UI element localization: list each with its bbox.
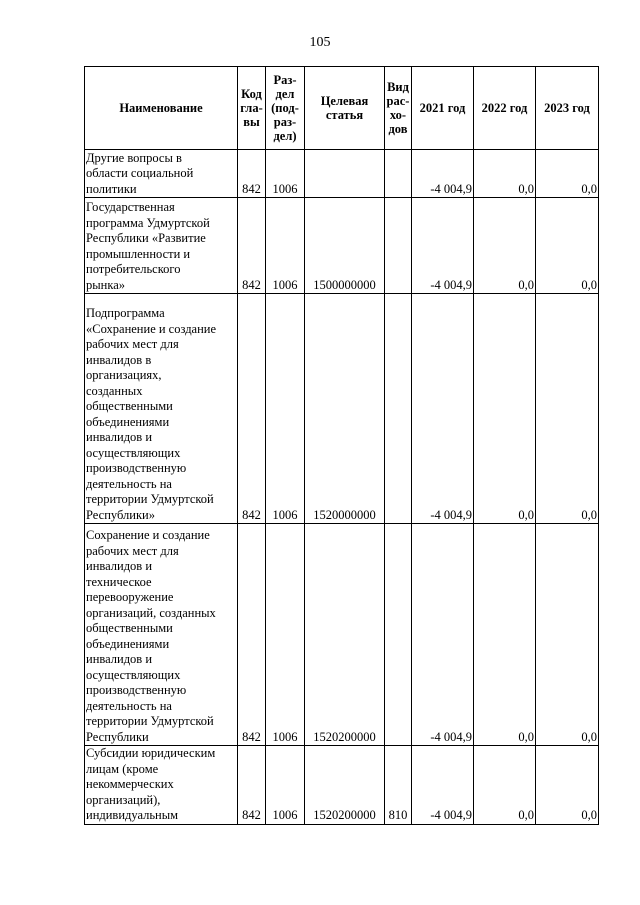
table-row — [85, 198, 599, 294]
row-amount-2022: 0,0 — [474, 294, 536, 524]
row-name: Другие вопросы в области социальной политики — [85, 150, 238, 198]
row-section: 1006 — [266, 150, 305, 198]
row-chapter-code: 842 — [238, 150, 266, 198]
row-amount-2021: -4 004,9 — [412, 746, 474, 825]
row-target-article: 1520200000 — [305, 524, 385, 746]
row-expense-type — [385, 150, 412, 198]
row-section: 1006 — [266, 294, 305, 524]
row-expense-type — [385, 294, 412, 524]
header-target-article: Целевая статья — [305, 67, 385, 150]
row-amount-2022: 0,0 — [474, 746, 536, 825]
row-amount-2022: 0,0 — [474, 524, 536, 746]
row-chapter-code: 842 — [238, 524, 266, 746]
row-amount-2023: 0,0 — [536, 524, 599, 746]
row-section: 1006 — [266, 198, 305, 294]
row-chapter-code: 842 — [238, 746, 266, 825]
row-amount-2021: -4 004,9 — [412, 524, 474, 746]
row-amount-2021: -4 004,9 — [412, 198, 474, 294]
row-target-article — [305, 150, 385, 198]
table-row — [85, 294, 599, 524]
row-amount-2023: 0,0 — [536, 198, 599, 294]
header-section: Раз- дел (под- раз- дел) — [266, 67, 305, 150]
row-amount-2022: 0,0 — [474, 150, 536, 198]
row-amount-2021: -4 004,9 — [412, 150, 474, 198]
budget-table — [84, 66, 599, 825]
row-chapter-code: 842 — [238, 198, 266, 294]
row-target-article: 1500000000 — [305, 198, 385, 294]
row-expense-type — [385, 198, 412, 294]
row-amount-2021: -4 004,9 — [412, 294, 474, 524]
table-header-row — [85, 67, 599, 150]
row-section: 1006 — [266, 524, 305, 746]
table-row — [85, 746, 599, 825]
row-amount-2023: 0,0 — [536, 746, 599, 825]
row-expense-type — [385, 524, 412, 746]
row-name: Сохранение и создание рабочих мест для инвалидов и техническое перевооружение организаций, созданных общественными объединениями инвалидов и осуществляющих производственную деятельность на территории Удмуртской Республики — [85, 524, 238, 746]
header-year-2023: 2023 год — [536, 67, 599, 150]
header-year-2021: 2021 год — [412, 67, 474, 150]
page-number: 105 — [309, 35, 331, 50]
row-expense-type: 810 — [385, 746, 412, 825]
row-target-article: 1520000000 — [305, 294, 385, 524]
row-name: Субсидии юридическим лицам (кроме некоммерческих организаций), индивидуальным — [85, 746, 238, 825]
header-name: Наименование — [85, 67, 238, 150]
table-row — [85, 150, 599, 198]
row-amount-2023: 0,0 — [536, 294, 599, 524]
header-expense-type: Вид рас- хо- дов — [385, 67, 412, 150]
row-name: Государственная программа Удмуртской Республики «Развитие промышленности и потребительского рынка» — [85, 198, 238, 294]
row-chapter-code: 842 — [238, 294, 266, 524]
row-amount-2022: 0,0 — [474, 198, 536, 294]
header-year-2022: 2022 год — [474, 67, 536, 150]
row-section: 1006 — [266, 746, 305, 825]
row-amount-2023: 0,0 — [536, 150, 599, 198]
table-row — [85, 524, 599, 746]
header-chapter-code: Код гла- вы — [238, 67, 266, 150]
row-name: Подпрограмма «Сохранение и создание рабочих мест для инвалидов в организациях, созданных общественными объединениями инвалидов и осуществляющих производственную деятельность на территории Удмуртской Республики» — [85, 294, 238, 524]
row-target-article: 1520200000 — [305, 746, 385, 825]
